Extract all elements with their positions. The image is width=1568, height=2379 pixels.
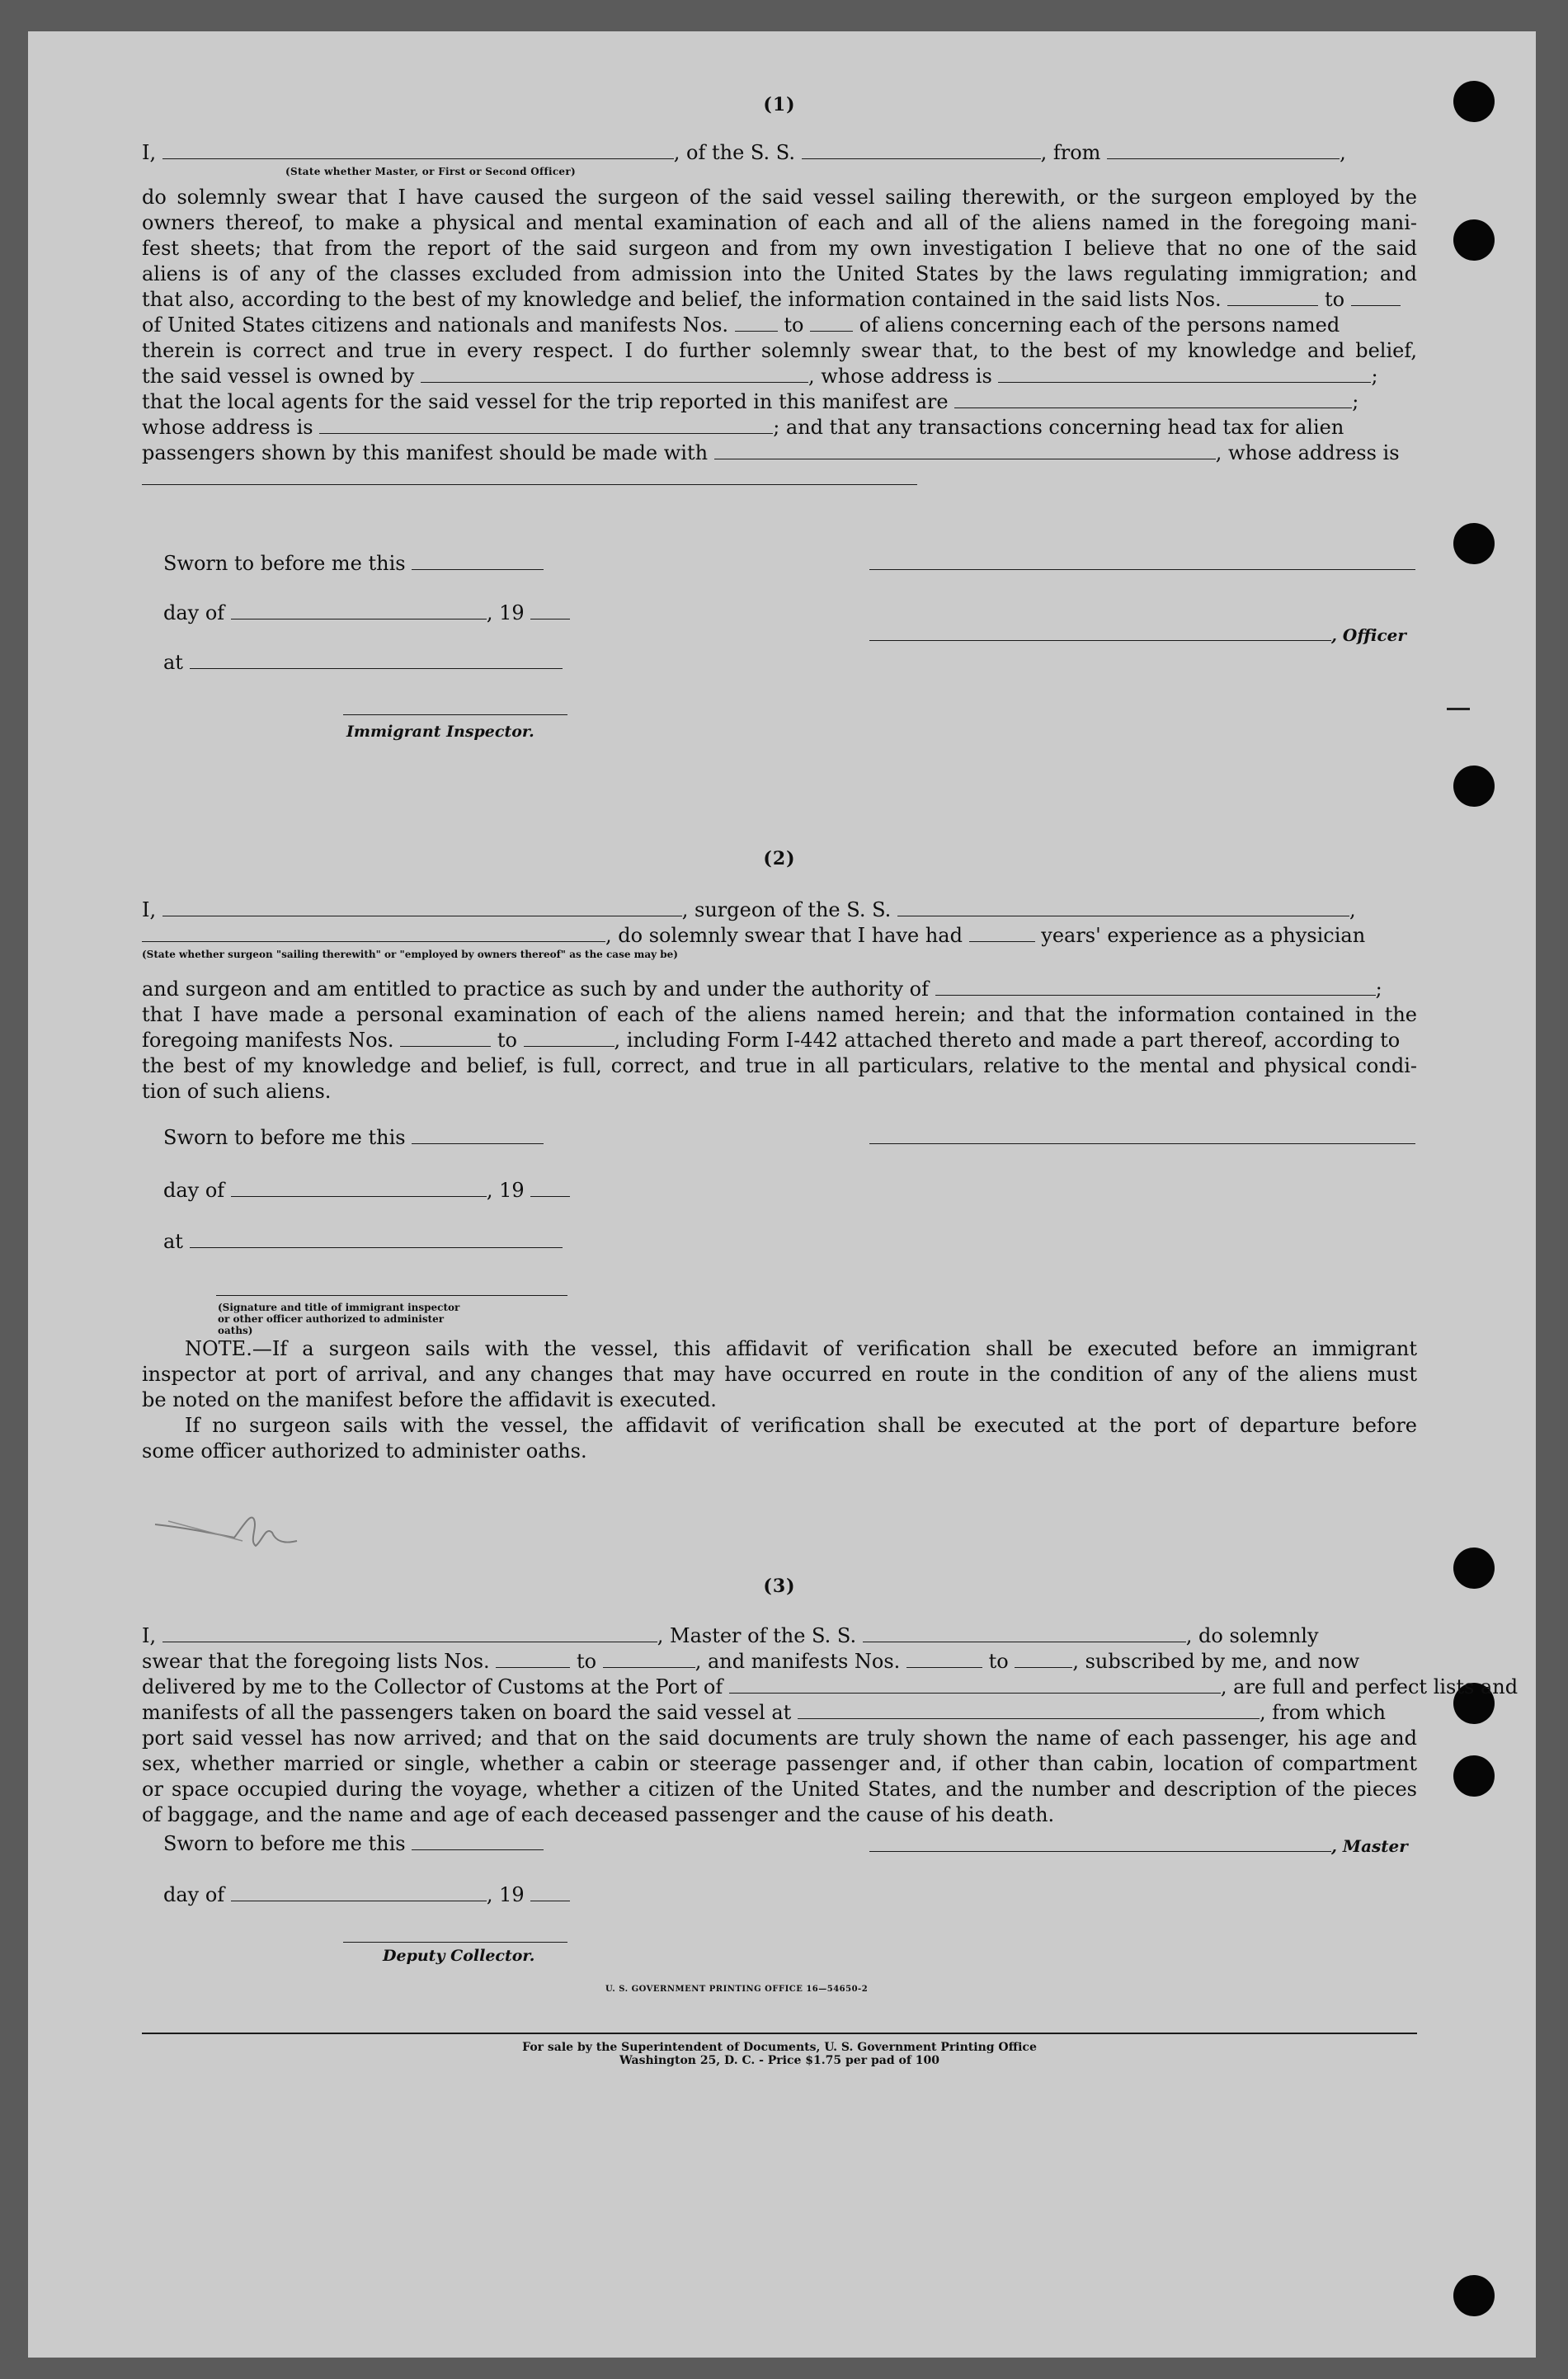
day-of-line xyxy=(163,601,570,626)
footer-line: Washington 25, D. C. - Price $1.75 per pad of 100 xyxy=(619,2054,939,2067)
surgeon-status-field[interactable] xyxy=(142,923,605,942)
punct: , xyxy=(1349,898,1356,921)
paragraph-line: the best of my knowledge and belief, is full, correct, and true in all particulars, relative to the mental and physical condi- xyxy=(142,1054,1417,1077)
manifests-label: foregoing manifests Nos. xyxy=(142,1029,394,1052)
label-to: to xyxy=(576,1650,597,1673)
surgeon-vessel-field[interactable] xyxy=(897,897,1349,916)
year-label: , 19 xyxy=(486,1179,525,1202)
at-line xyxy=(163,1229,563,1255)
officer-rank-field[interactable] xyxy=(162,140,674,159)
note-line: be noted on the manifest before the affidavit is executed. xyxy=(142,1388,717,1411)
year-label: , 19 xyxy=(486,1883,525,1906)
paragraph-line: therein is correct and true in every respect. I do further solemnly swear that, to the best of my knowledge and belief, xyxy=(142,339,1417,362)
year-field[interactable] xyxy=(530,1882,570,1901)
manifests-from-field[interactable] xyxy=(906,1649,982,1668)
head-tax-party-field[interactable] xyxy=(714,440,1216,459)
surgeon-name-field[interactable] xyxy=(162,897,682,916)
party-address-label: , whose address is xyxy=(1215,441,1400,464)
years-experience-field[interactable] xyxy=(969,923,1035,942)
label-to: to xyxy=(1324,288,1345,311)
paragraph-line: owners thereof, to make a physical and mental examination of each and all of the aliens named in the foregoing mani- xyxy=(142,211,1417,234)
punched-hole-icon xyxy=(1453,1548,1495,1589)
swear-label: , do solemnly swear that I have had xyxy=(605,924,963,947)
paragraph-line: fest sheets; that from the report of the said surgeon and from my own investigation I believe that no one of the said xyxy=(142,237,1417,260)
experience-label: years' experience as a physician xyxy=(1041,924,1366,947)
year-label: , 19 xyxy=(486,601,525,624)
master-signature-field[interactable] xyxy=(869,1833,1331,1852)
owner-address-field[interactable] xyxy=(998,364,1371,383)
sworn-date-field[interactable] xyxy=(412,1831,544,1850)
owner-label: the said vessel is owned by xyxy=(142,365,415,388)
punct: , xyxy=(1340,141,1346,164)
collector-label: Deputy Collector. xyxy=(383,1947,535,1965)
year-field[interactable] xyxy=(530,601,570,619)
section-2-paragraph xyxy=(142,977,1417,1105)
note-line: inspector at port of arrival, and any changes that may have occurred en route in the condition of any of the aliens must xyxy=(142,1363,1417,1386)
master-signature-line xyxy=(869,1833,1408,1859)
punct: ; xyxy=(1375,978,1382,1001)
manifests-label: , and manifests Nos. xyxy=(695,1650,901,1673)
manifest-sheet xyxy=(28,31,1536,2358)
sworn-label: Sworn to before me this xyxy=(163,1832,406,1855)
section-3 xyxy=(142,1576,1417,1597)
punched-hole-icon xyxy=(1453,1755,1495,1797)
paragraph-line: that I have made a personal examination of each of the aliens named herein; and that the information contained in the xyxy=(142,1003,1417,1026)
authority-label: and surgeon and am entitled to practice as such by and under the authority of xyxy=(142,978,929,1001)
sworn-date-field[interactable] xyxy=(412,1125,544,1144)
surgeon-signature-field[interactable] xyxy=(869,1125,1415,1144)
at-label: at xyxy=(163,651,183,674)
inspector-label: Immigrant Inspector. xyxy=(346,723,534,741)
section-1 xyxy=(142,94,1417,115)
from-which-label: , from which xyxy=(1259,1701,1386,1724)
owner-address-label: , whose address is xyxy=(808,365,992,388)
punched-hole-icon xyxy=(1453,523,1495,564)
paragraph-line: port said vessel has now arrived; and that on the said documents are truly shown the name of each passenger, his age and xyxy=(142,1727,1417,1750)
agents-field[interactable] xyxy=(954,389,1352,408)
sworn-label: Sworn to before me this xyxy=(163,1126,406,1149)
sworn-line xyxy=(163,1831,544,1857)
handwritten-signature xyxy=(152,1508,325,1566)
officer-signature-line-1 xyxy=(869,551,1415,577)
sworn-label: Sworn to before me this xyxy=(163,552,406,575)
punched-hole-icon xyxy=(1453,81,1495,122)
punched-hole-icon xyxy=(1453,766,1495,807)
port-field[interactable] xyxy=(729,1675,1221,1694)
month-field[interactable] xyxy=(231,601,487,619)
authority-field[interactable] xyxy=(935,977,1376,996)
punct: ; xyxy=(1371,365,1378,388)
sworn-line xyxy=(163,551,544,577)
at-line xyxy=(163,650,563,676)
section-2-body xyxy=(142,897,1417,949)
officer-signature-field-1[interactable] xyxy=(869,551,1415,570)
aliens-label: of aliens concerning each of the persons named xyxy=(859,313,1340,337)
vessel-at-label: manifests of all the passengers taken on board the said vessel at xyxy=(142,1701,792,1724)
head-tax-label: ; and that any transactions concerning head tax for alien xyxy=(773,416,1344,439)
day-of-label: day of xyxy=(163,601,225,624)
note-paragraph xyxy=(142,1336,1417,1464)
agents-address-field[interactable] xyxy=(319,415,773,434)
section-number: (1) xyxy=(763,94,796,115)
paragraph-line: sex, whether married or single, whether a cabin or steerage passenger and, if other than cabin, location of compartment xyxy=(142,1752,1417,1775)
citizens-label: of United States citizens and nationals and manifests Nos. xyxy=(142,313,729,337)
label-to: to xyxy=(784,313,804,337)
paragraph-line: aliens is of any of the classes excluded from admission into the United States by the laws regulating immigration; and xyxy=(142,262,1417,285)
lists-from-field[interactable] xyxy=(496,1649,570,1668)
paragraph-line: do solemnly swear that I have caused the surgeon of the said vessel sailing therewith, or the surgeon employed by the xyxy=(142,186,1417,209)
master-of-ss-label: , Master of the S. S. xyxy=(657,1624,857,1647)
officer-line xyxy=(869,622,1406,648)
paragraph-line: or space occupied during the voyage, whether a citizen of the United States, and the number and description of the pieces xyxy=(142,1778,1417,1801)
lists-from-field[interactable] xyxy=(1227,287,1318,306)
gpo-imprint: U. S. GOVERNMENT PRINTING OFFICE 16—54650-2 xyxy=(605,1985,869,1994)
note-line: If no surgeon sails with the vessel, the affidavit of verification shall be executed at the port of departure before xyxy=(185,1414,1417,1437)
owner-field[interactable] xyxy=(421,364,808,383)
subscribed-label: , subscribed by me, and now xyxy=(1072,1650,1360,1673)
surgeon-caption: (State whether surgeon "sailing therewith" or "employed by owners thereof" as the case may be) xyxy=(142,949,678,960)
day-of-line xyxy=(163,1178,570,1204)
note-line: NOTE.—If a surgeon sails with the vessel, this affidavit of verification shall be executed before an immigrant xyxy=(185,1337,1417,1360)
rank-caption: (State whether Master, or First or Second Officer) xyxy=(285,166,576,177)
master-name-field[interactable] xyxy=(162,1623,657,1642)
inspector-signature-field[interactable] xyxy=(343,714,567,715)
lists-label: swear that the foregoing lists Nos. xyxy=(142,1650,490,1673)
at-label: at xyxy=(163,1230,183,1253)
label-of-ss: , of the S. S. xyxy=(673,141,795,164)
punched-hole-icon xyxy=(1453,219,1495,261)
section-number: (3) xyxy=(763,1576,796,1597)
label-from: , from xyxy=(1040,141,1101,164)
section-1-paragraph xyxy=(142,185,1417,492)
collector-signature-field[interactable] xyxy=(343,1942,567,1943)
surgeon-manifests-from-field[interactable] xyxy=(400,1028,491,1047)
master-vessel-field[interactable] xyxy=(863,1623,1186,1642)
label-to: to xyxy=(497,1029,517,1052)
official-caption: (Signature and title of immigrant inspector or other officer authorized to administer oaths) xyxy=(218,1302,460,1336)
month-field[interactable] xyxy=(231,1178,487,1197)
passengers-label: passengers shown by this manifest should be made with xyxy=(142,441,709,464)
note-line: some officer authorized to administer oaths. xyxy=(142,1439,587,1463)
punched-hole-icon xyxy=(1453,2275,1495,2316)
day-of-line xyxy=(163,1882,570,1908)
form-label: , including Form I-442 attached thereto and made a part thereof, according to xyxy=(614,1029,1401,1052)
agents-label: that the local agents for the said vessel for the trip reported in this manifest are xyxy=(142,390,949,413)
paragraph-line: that also, according to the best of my knowledge and belief, the information contained in the said lists Nos. xyxy=(142,288,1222,311)
manifests-to-field[interactable] xyxy=(810,313,853,332)
section-number: (2) xyxy=(763,848,796,869)
officer-label: , Officer xyxy=(1331,625,1406,645)
footer xyxy=(142,2041,1417,2067)
footer-rule xyxy=(142,2033,1417,2034)
day-of-label: day of xyxy=(163,1883,225,1906)
surgeon-signature-line xyxy=(869,1125,1415,1151)
punct: ; xyxy=(1352,390,1359,413)
embarkation-field[interactable] xyxy=(798,1700,1260,1719)
port-label: delivered by me to the Collector of Customs at the Port of xyxy=(142,1675,723,1698)
year-field[interactable] xyxy=(530,1178,570,1197)
official-signature-field[interactable] xyxy=(216,1295,567,1296)
month-field[interactable] xyxy=(231,1882,487,1901)
sworn-date-field[interactable] xyxy=(412,551,544,570)
surgeon-of-ss-label: , surgeon of the S. S. xyxy=(681,898,892,921)
departure-port-field[interactable] xyxy=(1107,140,1340,159)
section-1-line-1 xyxy=(142,140,1417,166)
section-3-body xyxy=(142,1623,1519,1828)
paragraph-line: of baggage, and the name and age of each deceased passenger and the cause of his death. xyxy=(142,1803,1055,1826)
label-i: I, xyxy=(142,141,157,164)
place-field[interactable] xyxy=(190,1229,563,1248)
lists-to-field[interactable] xyxy=(603,1649,695,1668)
lists-to-field[interactable] xyxy=(1351,287,1401,306)
label-i: I, xyxy=(142,1624,157,1647)
manifests-to-field[interactable] xyxy=(1015,1649,1072,1668)
paragraph-line: tion of such aliens. xyxy=(142,1080,332,1103)
officer-signature-field-2[interactable] xyxy=(869,622,1331,641)
margin-mark xyxy=(1447,708,1470,710)
label-i: I, xyxy=(142,898,157,921)
perfect-lists-label: , are full and perfect lists and xyxy=(1220,1675,1519,1698)
solemnly-label: , do solemnly xyxy=(1185,1624,1319,1647)
day-of-label: day of xyxy=(163,1179,225,1202)
section-2 xyxy=(142,848,1417,869)
label-to: to xyxy=(988,1650,1009,1673)
manifests-from-field[interactable] xyxy=(735,313,778,332)
agents-address-label: whose address is xyxy=(142,416,313,439)
master-label: , Master xyxy=(1331,1836,1408,1856)
sworn-line xyxy=(163,1125,544,1151)
place-field[interactable] xyxy=(190,650,563,669)
surgeon-manifests-to-field[interactable] xyxy=(524,1028,614,1047)
vessel-name-field[interactable] xyxy=(802,140,1041,159)
footer-line: For sale by the Superintendent of Documents, U. S. Government Printing Office xyxy=(522,2041,1037,2054)
party-address-field[interactable] xyxy=(142,466,917,485)
